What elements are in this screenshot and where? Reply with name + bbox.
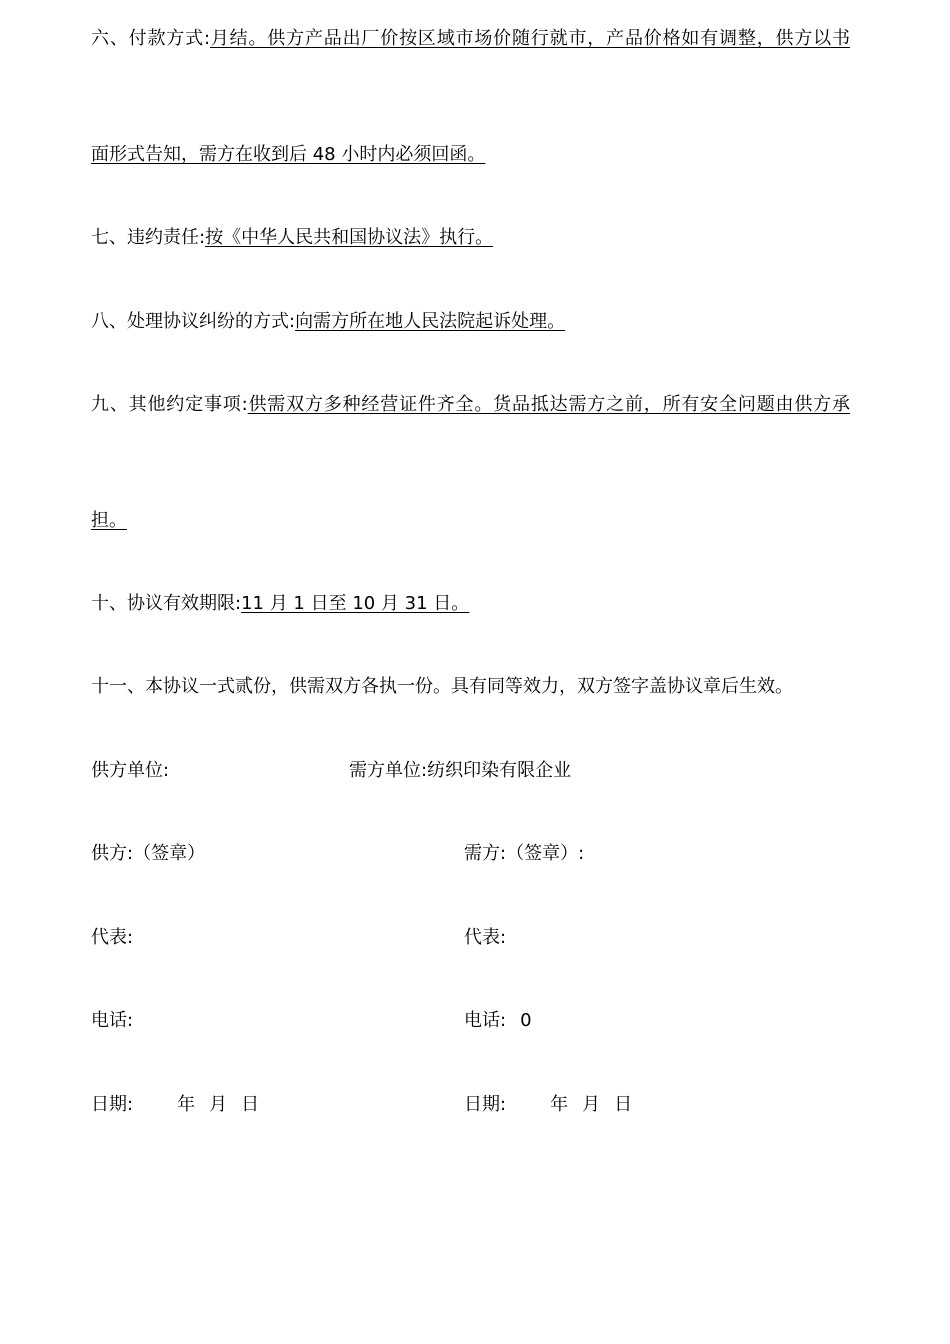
payment-label: 六、付款方式: (91, 28, 211, 49)
copies-clause: 十一、本协议一式贰份，供需双方各执一份。具有同等效力，双方签字盖协议章后生效。 (91, 676, 793, 697)
supplier-date-day: 日 (241, 1094, 260, 1115)
supplier-rep: 代表: (91, 927, 134, 948)
payment-clause-line2 (91, 144, 485, 166)
liability-label: 七、违约责任: (91, 227, 206, 248)
other-text-line1: 供需双方多种经营证件齐全。货品抵达需方之前，所有安全问题由供方承 (247, 394, 850, 415)
supplier-phone: 电话: (91, 1010, 134, 1031)
supplier-unit-label: 供方单位: (91, 760, 170, 781)
supplier-seal: 供方:（签章） (91, 843, 206, 864)
other-text-line2: 担。 (91, 510, 127, 531)
buyer-date-year: 年 (550, 1094, 569, 1115)
buyer-unit-label: 需方单位: (349, 760, 428, 781)
liability-clause (91, 227, 493, 249)
payment-text-line1: 月结。供方产品出厂价按区域市场价随行就市，产品价格如有调整，供方以书 (210, 28, 850, 49)
supplier-date (91, 1094, 259, 1116)
payment-text-line2: 面形式告知，需方在收到后 48 小时内必须回函。 (91, 144, 486, 165)
buyer-unit-value: 纺织印染有限企业 (427, 760, 572, 781)
validity-clause (91, 593, 469, 615)
validity-label: 十、协议有效期限: (91, 593, 242, 614)
supplier-date-label: 日期: (91, 1094, 134, 1115)
buyer-date (464, 1094, 632, 1116)
buyer-unit (349, 760, 571, 782)
buyer-seal: 需方:（签章）: (464, 843, 585, 864)
dispute-clause (91, 311, 565, 333)
supplier-date-month: 月 (209, 1094, 228, 1115)
buyer-date-label: 日期: (464, 1094, 507, 1115)
dispute-label: 八、处理协议纠纷的方式: (91, 311, 296, 332)
supplier-date-year: 年 (177, 1094, 196, 1115)
buyer-date-day: 日 (614, 1094, 633, 1115)
buyer-phone-label: 电话: (464, 1010, 507, 1031)
buyer-phone-value: 0 (520, 1010, 532, 1031)
other-clause-line1 (91, 394, 850, 416)
other-label: 九、其他约定事项: (91, 394, 248, 415)
payment-clause-line1 (91, 28, 850, 50)
validity-text: 11 月 1 日至 10 月 31 日。 (241, 593, 470, 614)
buyer-rep: 代表: (464, 927, 507, 948)
buyer-date-month: 月 (582, 1094, 601, 1115)
buyer-phone (464, 1010, 532, 1032)
other-clause-line2 (91, 510, 127, 532)
dispute-text: 向需方所在地人民法院起诉处理。 (295, 311, 566, 332)
liability-text: 按《中华人民共和国协议法》执行。 (205, 227, 494, 248)
